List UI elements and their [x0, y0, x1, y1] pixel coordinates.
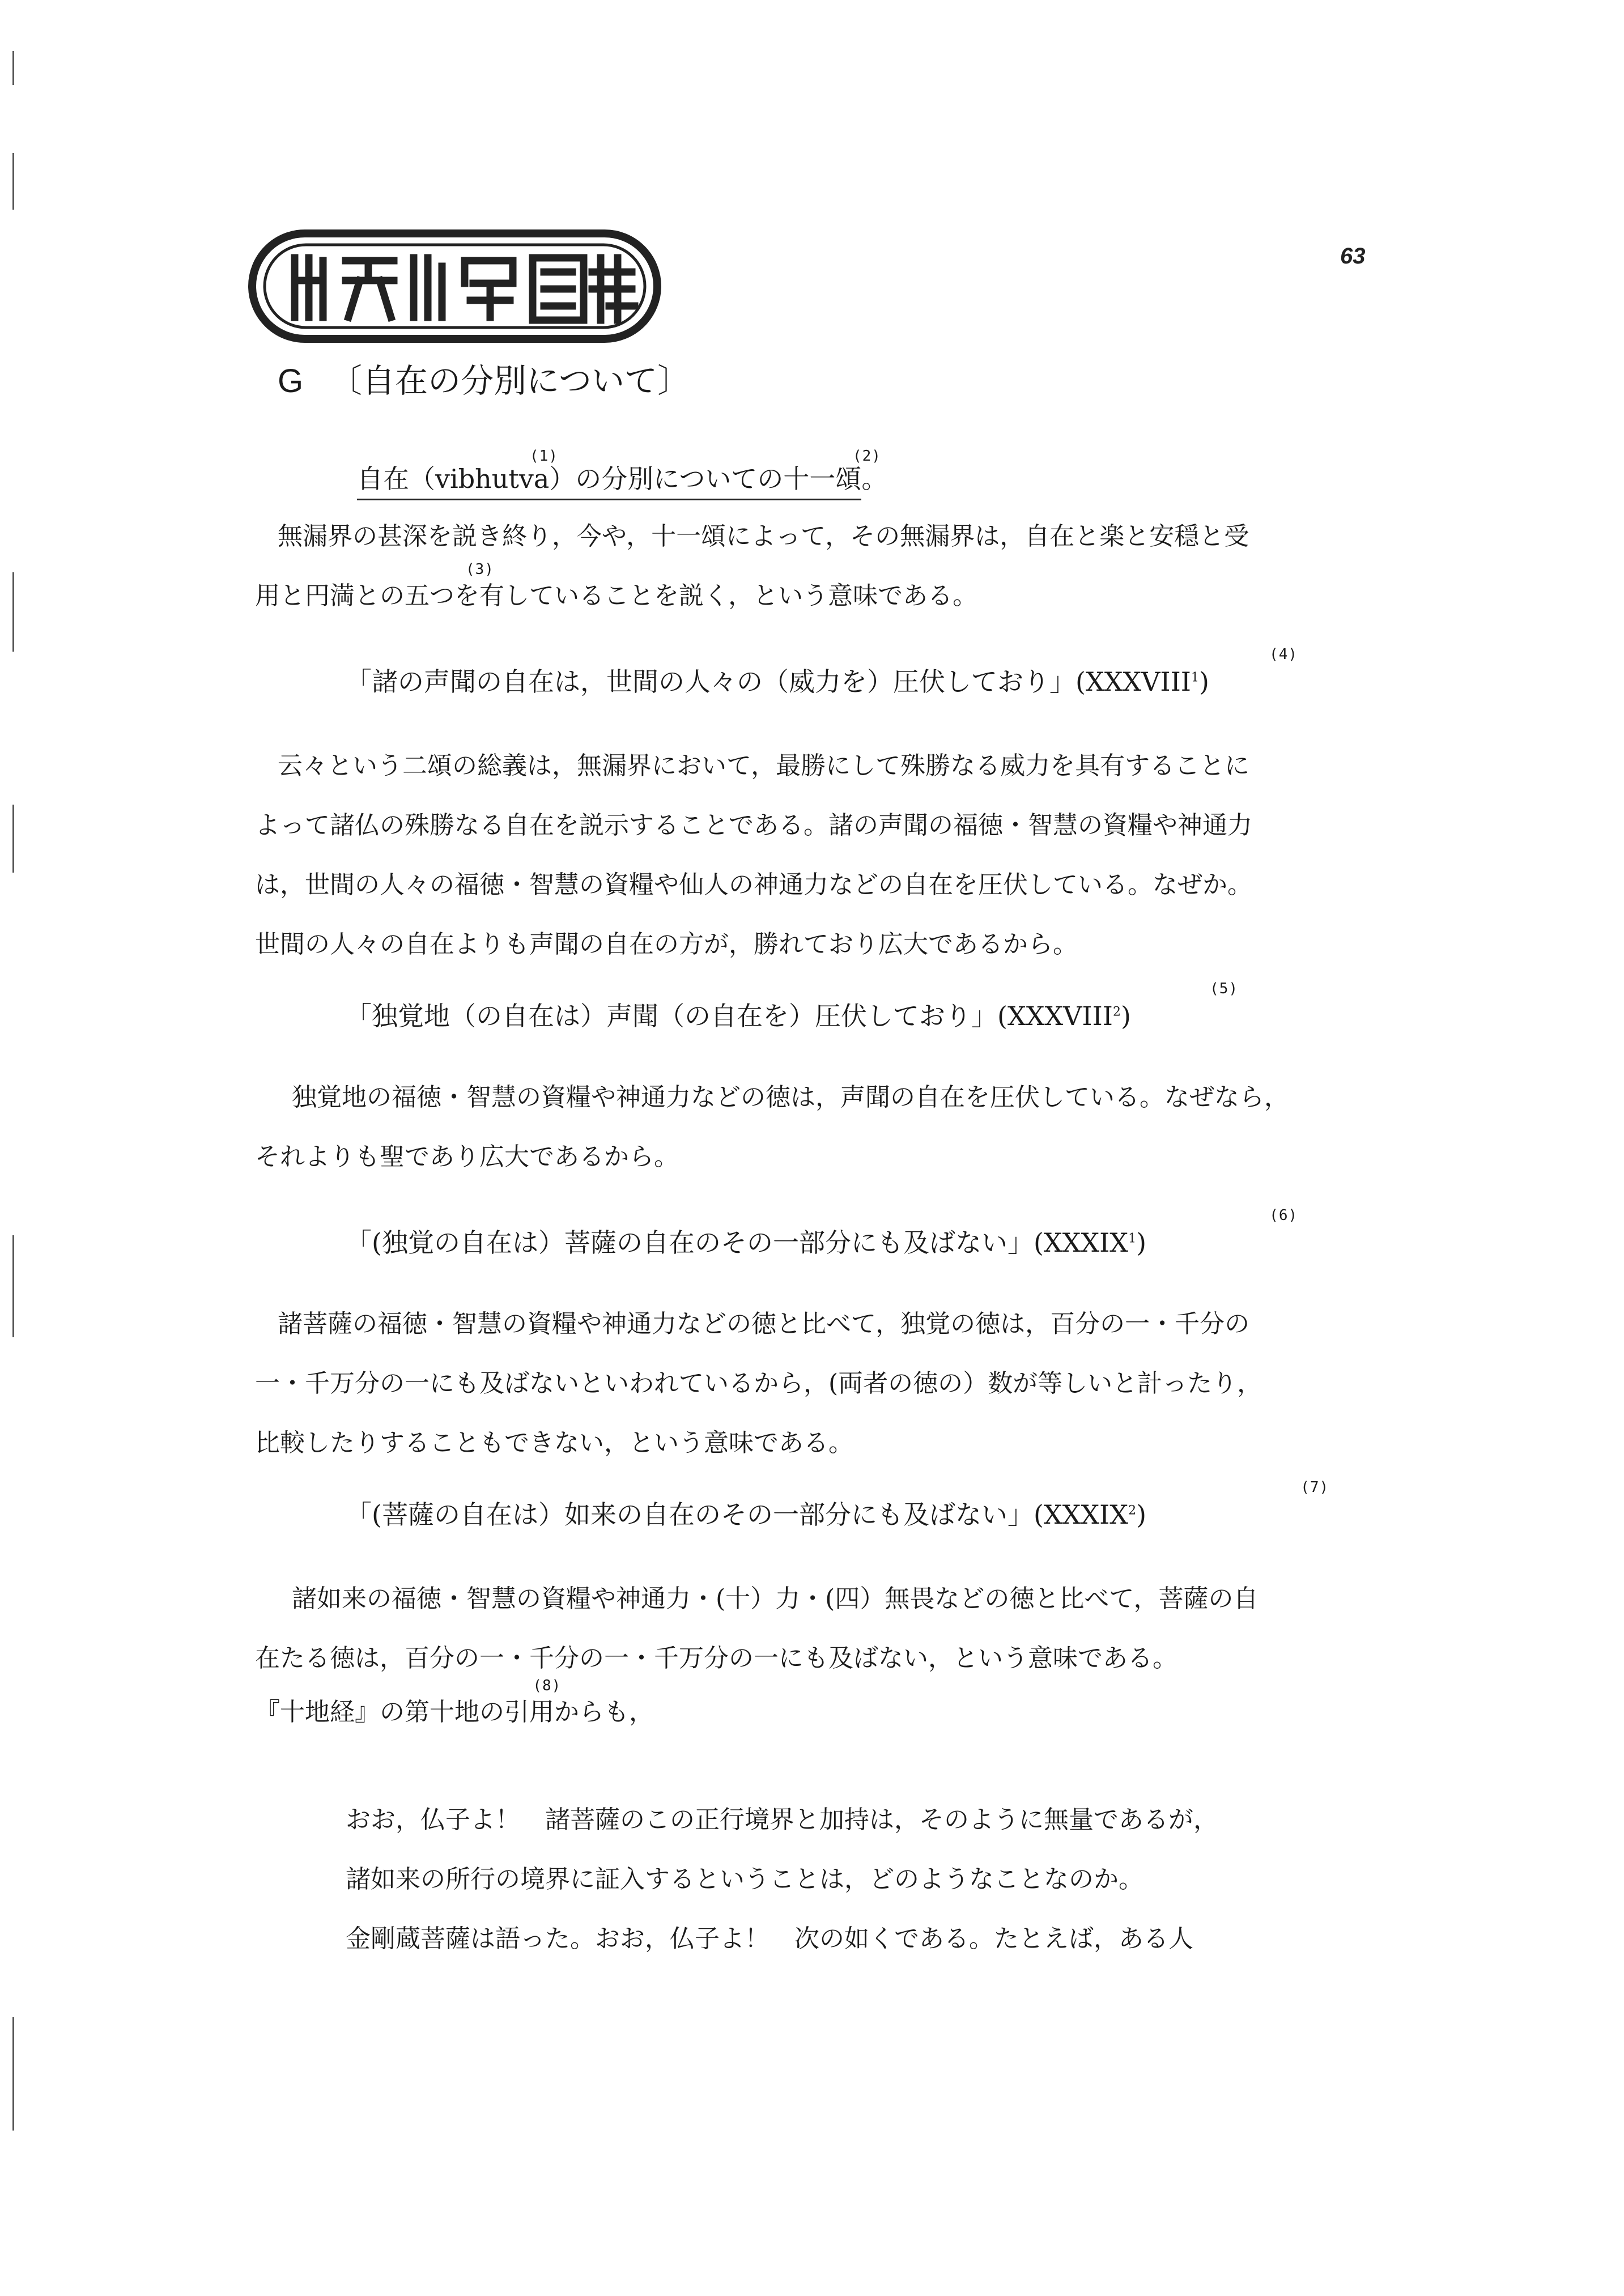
- section-title-text: 自在（vibhutva）の分別についての十一頌: [357, 464, 861, 500]
- section-title-end: 。: [861, 464, 888, 494]
- section-title: [357, 466, 887, 492]
- footnote-marker: (3): [466, 561, 494, 578]
- paragraph-line: 無漏界の甚深を説き終り，今や，十一頌によって，その無漏界は，自在と楽と安穏と受: [278, 522, 1249, 551]
- paragraph-line: 『十地経』の第十地の引用からも，: [255, 1698, 654, 1727]
- paragraph-line: 在たる徳は，百分の一・千分の一・千万分の一にも及ばない，という意味である。: [255, 1644, 1177, 1673]
- paragraph-line: 用と円満との五つを有していることを説く，という意味である。: [255, 581, 978, 610]
- verse-quote-text: 「諸の声聞の自在は，世間の人々の（威力を）圧伏しており」(XXXVIII: [346, 666, 1191, 697]
- verse-quote-close: ): [1136, 1227, 1147, 1258]
- verse-quote: [346, 1003, 1131, 1029]
- verse-quote: [346, 1499, 1147, 1530]
- verse-quote-text: 「独覚地（の自在は）声聞（の自在を）圧伏しており」(XXXVIII: [346, 1001, 1113, 1031]
- footnote-marker: (8): [533, 1677, 562, 1694]
- paragraph-line: 独覚地の福徳・智慧の資糧や神通力などの徳は，声聞の自在を圧伏している。なぜなら，: [292, 1083, 1289, 1112]
- footnote-marker: (1): [530, 448, 558, 465]
- verse-quote-sup: 2: [1128, 1503, 1137, 1518]
- verse-quote: [346, 666, 1209, 697]
- verse-quote-sup: 2: [1112, 1005, 1121, 1019]
- verse-quote-text: 「(菩薩の自在は）如来の自在のその一部分にも及ばない」(XXXIX: [346, 1499, 1129, 1530]
- scan-edge-line: [12, 1235, 14, 1337]
- paragraph-line: よって諸仏の殊勝なる自在を説示することである。諸の声聞の福徳・智慧の資糧や神通力: [255, 811, 1252, 840]
- footnote-marker: (7): [1300, 1479, 1329, 1496]
- verse-quote-close: ): [1136, 1499, 1147, 1530]
- paragraph-line: 云々という二頌の総義は，無漏界において，最勝にして殊勝なる威力を具有することに: [278, 751, 1250, 780]
- verse-quote-close: ): [1120, 1001, 1131, 1031]
- scan-edge-line: [12, 572, 14, 652]
- scan-edge-line: [12, 153, 14, 210]
- scan-edge-line: [12, 805, 14, 873]
- verse-quote-sup: 1: [1191, 670, 1199, 685]
- footnote-marker: (4): [1269, 646, 1298, 663]
- verse-quote-text: 「(独覚の自在は）菩薩の自在のその一部分にも及ばない」(XXXIX: [346, 1227, 1129, 1258]
- footnote-marker: (2): [853, 448, 881, 465]
- paragraph-line: 諸菩薩の福徳・智慧の資糧や神通力などの徳と比べて，独覚の徳は，百分の一・千分の: [278, 1309, 1250, 1338]
- verse-quote-close: ): [1198, 666, 1209, 697]
- paragraph-line: それよりも聖であり広大であるから。: [255, 1142, 679, 1171]
- heading-title: 〔自在の分別について〕: [329, 362, 690, 400]
- scan-edge-line: [12, 51, 14, 85]
- footnote-marker: (6): [1269, 1207, 1298, 1224]
- library-seal-stamp: [246, 227, 663, 346]
- section-heading: [278, 354, 690, 402]
- citation-line: 金剛蔵菩薩は語った。おお，仏子よ！ 次の如くである。たとえば，ある人: [346, 1924, 1193, 1953]
- scan-edge-line: [12, 2017, 14, 2131]
- footnote-marker: (5): [1210, 980, 1239, 997]
- paragraph-line: 諸如来の福徳・智慧の資糧や神通力・(十）力・(四）無畏などの徳と比べて，菩薩の自: [292, 1584, 1259, 1613]
- paragraph-line: 世間の人々の自在よりも声聞の自在の方が，勝れており広大であるから。: [255, 930, 1078, 959]
- paragraph-line: は，世間の人々の福徳・智慧の資糧や仙人の神通力などの自在を圧伏している。なぜか。: [255, 870, 1252, 899]
- citation-line: おお，仏子よ！ 諸菩薩のこの正行境界と加持は，そのように無量であるが，: [346, 1805, 1218, 1834]
- verse-quote: [346, 1227, 1147, 1258]
- citation-line: 諸如来の所行の境界に証入するということは，どのようなことなのか。: [346, 1865, 1143, 1894]
- page-number: 63: [1340, 244, 1366, 269]
- paragraph-line: 比較したりすることもできない，という意味である。: [255, 1428, 853, 1457]
- heading-letter: G: [278, 363, 304, 399]
- verse-quote-sup: 1: [1128, 1231, 1137, 1246]
- paragraph-line: 一・千万分の一にも及ばないといわれているから，(両者の徳の）数が等しいと計ったり，: [255, 1369, 1262, 1398]
